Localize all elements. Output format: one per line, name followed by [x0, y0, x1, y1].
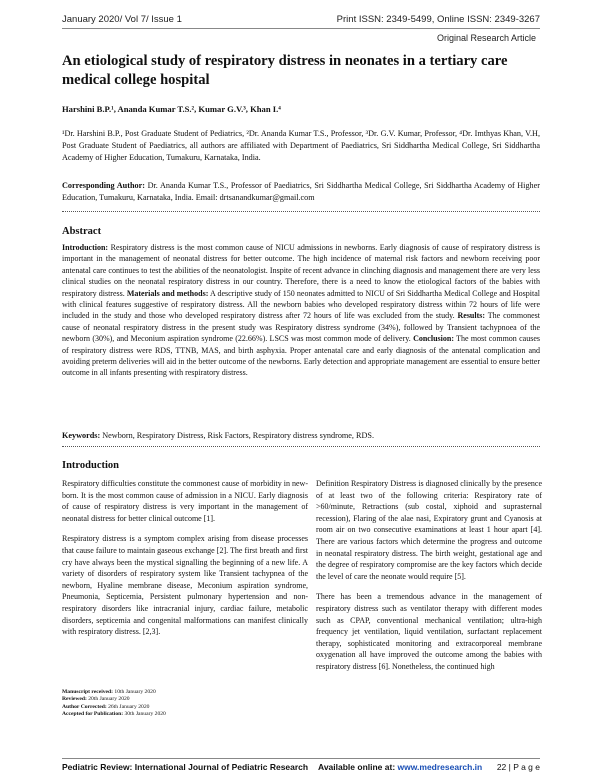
- corresponding-text: Dr. Ananda Kumar T.S., Professor of Paediatrics, Sri Siddhartha Medical College, Sri Siddhartha Academy of Higher Education, Tumakuru, Karnataka, India. Email: drtsanandkumar@gmail.com: [62, 181, 540, 202]
- divider-dotted: [62, 446, 540, 448]
- intro-paragraph: Respiratory difficulties constitute the commonest cause of morbidity in new-born. It is the most common cause of admission in a NICU. Early diagnosis of cause of respiratory distress is very important in the management of neonatal distress for better clinical outcome [1].: [62, 479, 308, 523]
- intro-paragraph: Respiratory distress is a symptom complex arising from disease processes that cause failure to maintain gaseous exchange [2]. The first breath and first cry have always been the mystical signalling the beginning of a new life. A variety of disorders of respiratory system like Transient tachypnea of the newborn, Hyaline membrane disease, Meconium aspiration syndrome, Pneumonia, Septicemia, Persistent pulmonary hypertension and non-respiratory disorders like intracranial injury, cardiac failure, metabolic disorders, septicemia and congenital malformations can manifest clinically with respiratory distress. [2,3].: [62, 534, 308, 637]
- abstract-methods-label: Materials and methods:: [126, 288, 209, 298]
- abstract-results-text: The commonest cause of neonatal respiratory distress in the present study was Respiratory distress syndrome (34%), followed by Transient tachypnoea of the newborn (30%), and Meconium aspiration syndrome (22.66%). LSCS was most common mode of delivery.: [62, 311, 540, 344]
- intro-column-right: [316, 478, 542, 682]
- date-accepted: Accepted for Publication: 30th January 2020: [62, 711, 166, 718]
- paper-title: An etiological study of respiratory distress in neonates in a tertiary care medical college hospital: [62, 53, 508, 88]
- date-corrected: Author Corrected: 26th January 2020: [62, 703, 150, 710]
- intro-column-left: [62, 478, 308, 647]
- corresponding-label: Corresponding Author:: [62, 181, 145, 190]
- introduction-heading: Introduction: [62, 460, 119, 471]
- abstract-conclusion-text: The most common causes of respiratory distress were RDS, TTNB, MAS, and birth asphyxia. Proper antenatal care and early diagnosis of the antenatal complication and avoiding preterm deliveries will aid in the better outcome of the newborns. Early detection and appropriate management are essential to ensure better outcome in all infants presenting with respiratory distress.: [62, 334, 541, 378]
- abstract-intro-label: Introduction:: [62, 243, 109, 252]
- footer-online-label: Available online at:: [318, 762, 398, 772]
- divider-dotted: [62, 211, 540, 213]
- date-reviewed: Reviewed: 20th January 2020: [62, 696, 130, 703]
- manuscript-dates: [62, 689, 166, 719]
- abstract-heading: Abstract: [62, 226, 102, 237]
- date-received: Manuscript received: 10th January 2020: [62, 689, 156, 695]
- abstract-body: [62, 242, 540, 379]
- affiliation: ¹Dr. Harshini B.P., Post Graduate Student of Pediatrics, ²Dr. Ananda Kumar T.S., Professor, ³Dr. G.V. Kumar, Professor, ⁴Dr. Imthyas Khan, V.H, Post Graduate Student of Paediatrics, all authors are affiliated with Department of Paediatrics, Sri Siddhartha Medical College, Sri Siddhartha Academy of Higher Education, Tumakuru, Karnataka, India.: [62, 129, 540, 162]
- header-rule: [62, 28, 540, 29]
- keywords: [62, 431, 540, 440]
- intro-paragraph: Definition Respiratory Distress is diagnosed clinically by the presence of at least two of the following criteria: Respiratory rate of >60/minute, Retractions (sub costal, xiphoid and suprasternal recession), Flaring of the alae nasi, Expiratory grunt and Cyanosis at room air on two consecutive examinations at least 1 hour apart [4]. There are various factors which determine the progress and outcome in neonatal respiratory distress. The birth weight, gestational age and the degree of respiratory compromise are the key factors which decide the level of care the neonate would require [5].: [316, 479, 542, 581]
- footer-url-link[interactable]: www.medresearch.in: [397, 762, 483, 772]
- keywords-text: Newborn, Respiratory Distress, Risk Factors, Respiratory distress syndrome, RDS.: [100, 431, 375, 440]
- footer-rule: [62, 758, 540, 759]
- keywords-label: Keywords:: [62, 431, 101, 440]
- abstract-methods-text: A descriptive study of 150 neonates admitted to NICU of Sri Siddhartha Medical College and Hospital with clinical features suggestive of respiratory distress. All the newborn babies who developed respiratory distress within 72 hours of life were included in the study and those who developed respiratory distress after 72 hours of life was excluded from the study.: [62, 288, 540, 321]
- abstract-conclusion-label: Conclusion:: [413, 334, 454, 344]
- footer-online: [318, 762, 482, 772]
- abstract-results-label: Results:: [457, 311, 486, 321]
- abstract-intro-text: Respiratory distress is the most common cause of NICU admissions in newborns. Early diagnosis of cause of respiratory distress is important in the management of neonatal distress for better outcome. The high incidence of maternal risk factors and newborn receiving poor antenatal care continues to test the abilities of the neonatologist. Inspite of recent advance in clinching diagnosis and management there are very less clinical studies on the neonatal respiratory distress in our country. Therefore, there is a need to know the etiological factors of the babies with respiratory distress.: [62, 243, 540, 298]
- authors: Harshini B.P.¹, Ananda Kumar T.S.², Kumar G.V.³, Khan I.⁴: [62, 104, 281, 114]
- intro-paragraph: There has been a tremendous advance in the management of respiratory distress such as ventilator therapy with different modes such as CPAP, conventional mechanical ventilation; ultra-high frequency jet ventilation, liquid ventilation, surfactant replacement therapy, sophisticated monitoring and extracorporeal membrane oxygenation all have improved the outcome among the babies with respiratory distress [6]. Nonetheless, the continued high: [316, 592, 542, 671]
- footer-page-number: 22 | P a g e: [496, 762, 540, 772]
- header-issue: January 2020/ Vol 7/ Issue 1: [62, 14, 182, 25]
- corresponding-author: [62, 180, 540, 204]
- footer-journal: Pediatric Review: International Journal of Pediatric Research: [62, 762, 309, 772]
- header-issn: Print ISSN: 2349-5499, Online ISSN: 2349-3267: [336, 14, 540, 25]
- article-type: Original Research Article: [436, 33, 536, 43]
